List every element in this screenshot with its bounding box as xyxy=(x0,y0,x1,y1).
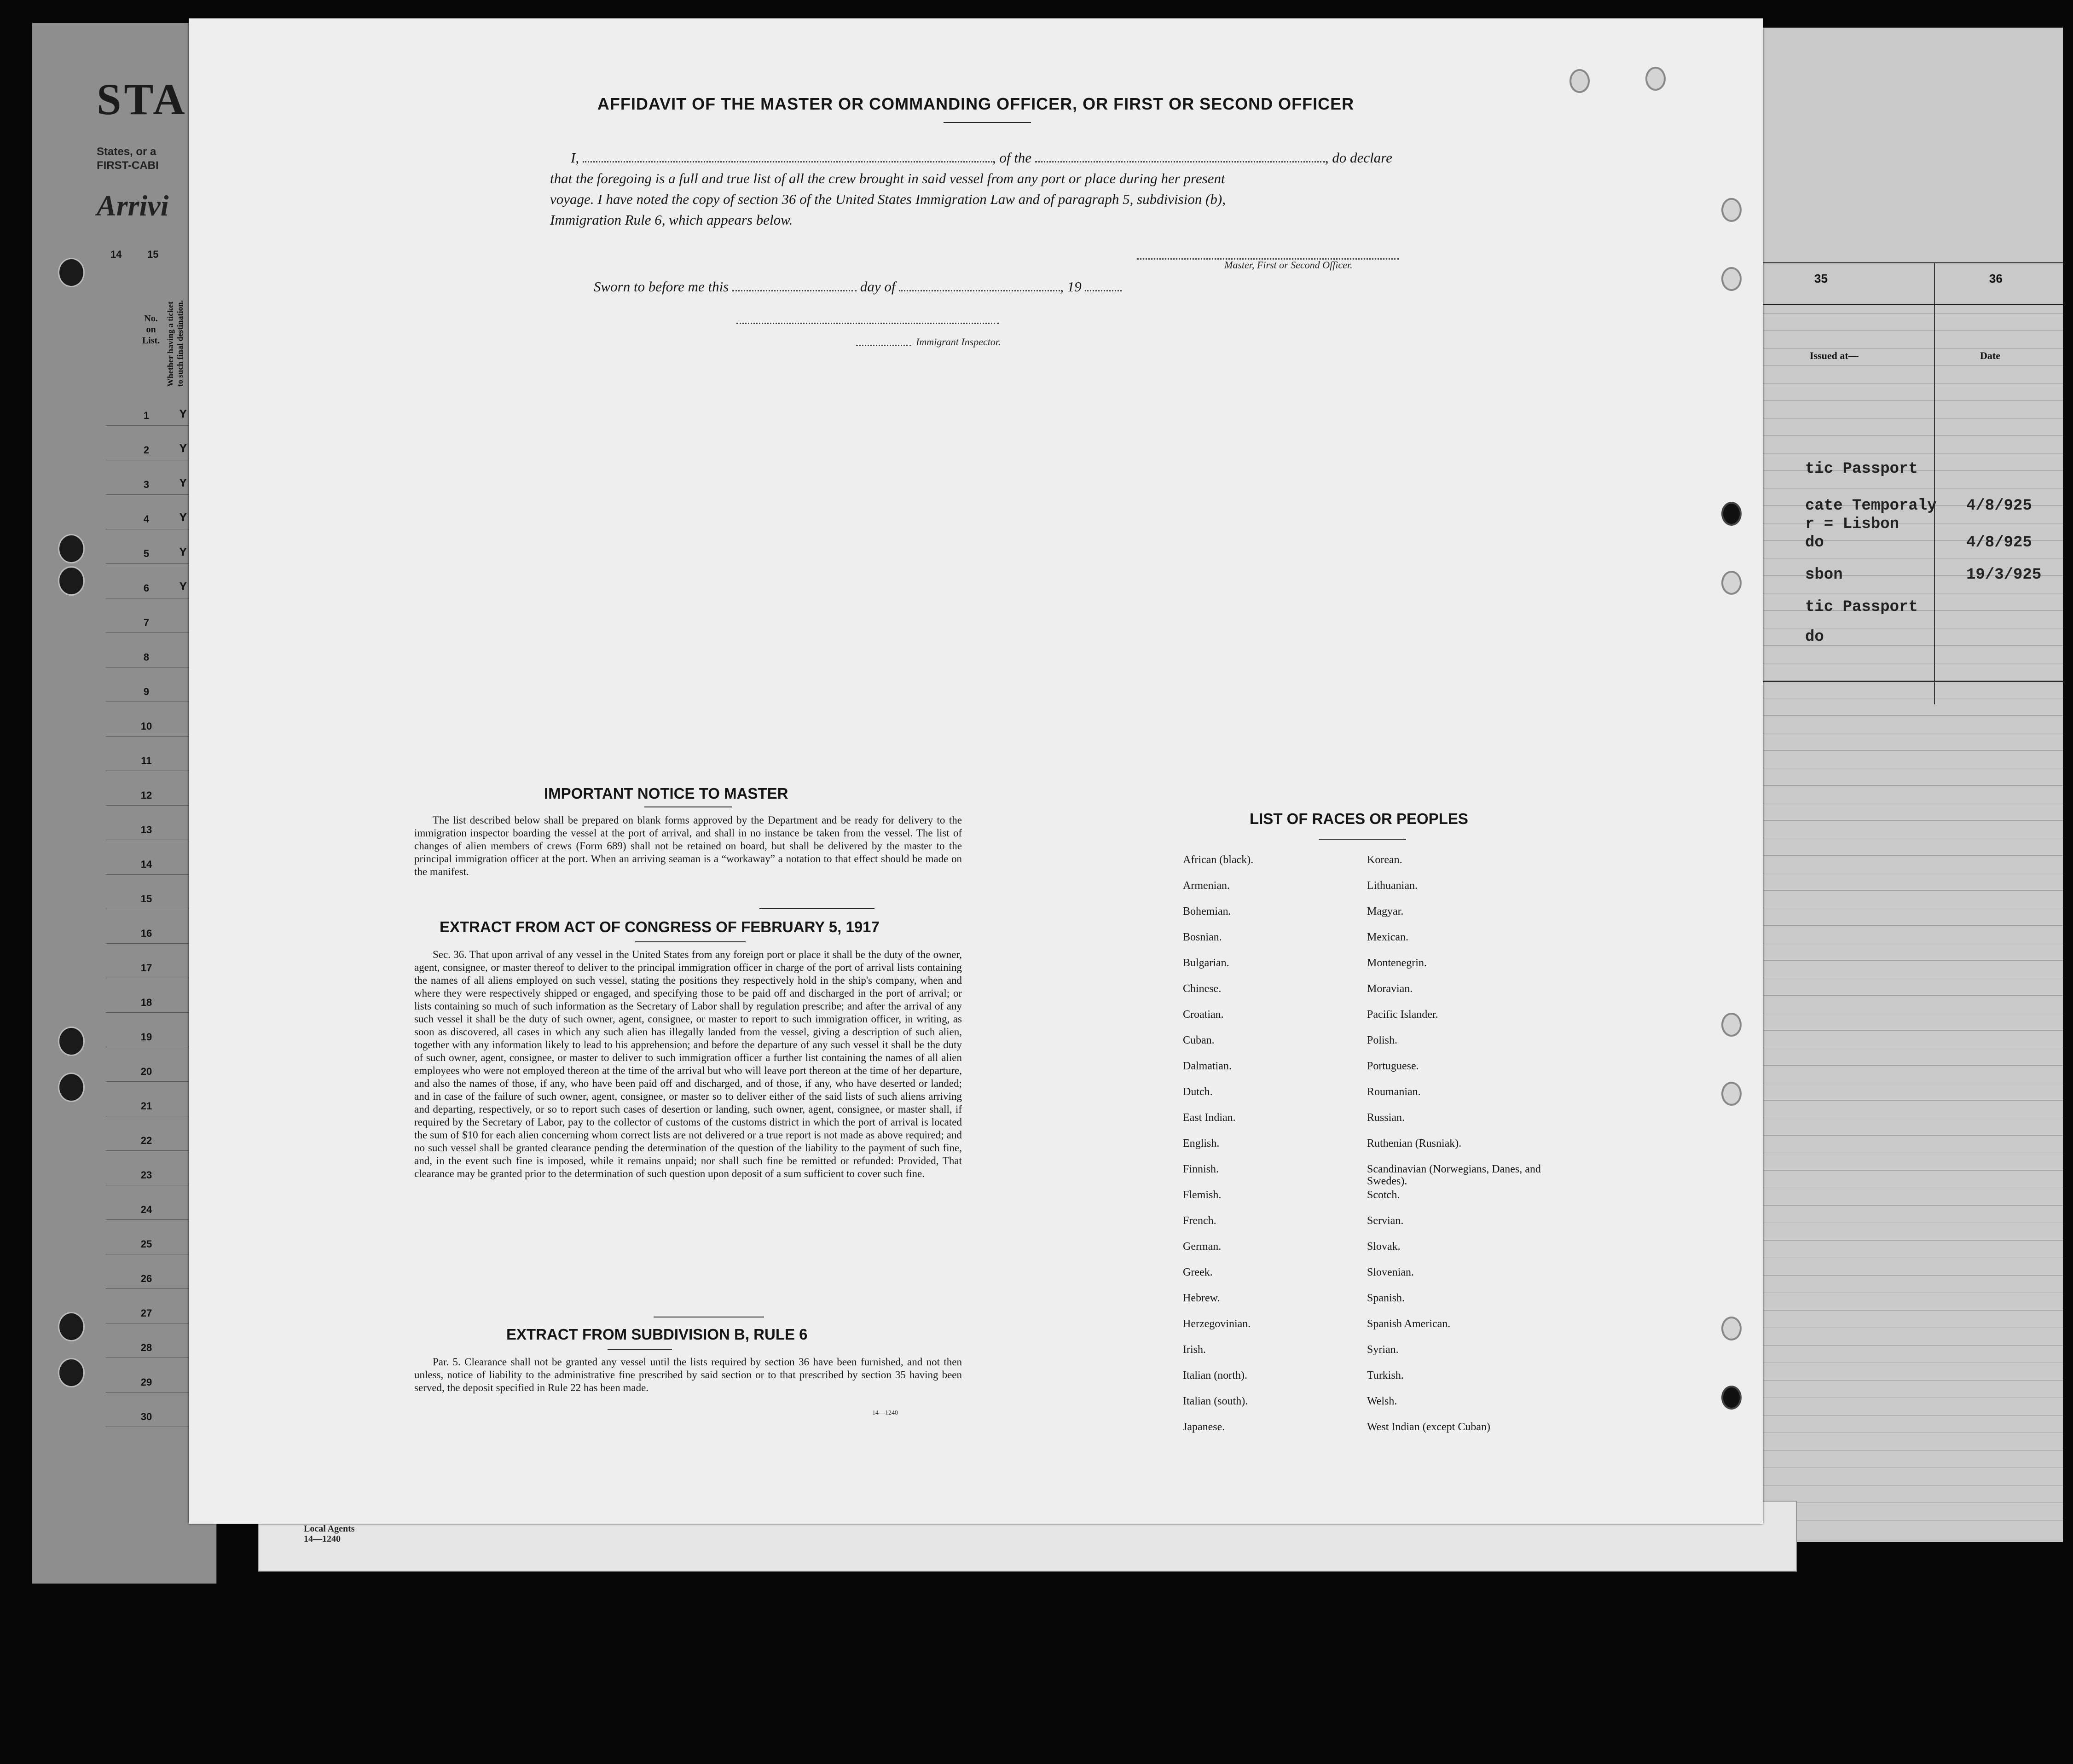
race-entry: Scandinavian (Norwegians, Danes, and Swedes). xyxy=(1367,1163,1541,1187)
race-entry: West Indian (except Cuban) xyxy=(1367,1421,1490,1433)
binder-hole xyxy=(1721,1317,1742,1340)
underlying-row-number: 12 xyxy=(140,789,152,801)
binder-hole xyxy=(1721,267,1742,291)
punch-hole xyxy=(58,1312,85,1341)
punch-hole xyxy=(58,1027,85,1056)
race-entry: Finnish. xyxy=(1183,1163,1219,1175)
underlying-right-grid-line xyxy=(1750,435,2063,436)
extract-rule-underline xyxy=(608,1349,672,1350)
race-entry: Armenian. xyxy=(1183,880,1230,892)
underlying-row-number: 25 xyxy=(140,1238,152,1250)
day-of-label: day of xyxy=(860,279,896,295)
underlying-right-grid-line xyxy=(1750,1310,2063,1311)
underlying-row-number: 23 xyxy=(140,1169,152,1181)
underlying-right-grid-line xyxy=(1750,1380,2063,1381)
underlying-right-grid-line xyxy=(1750,715,2063,716)
underlying-row-number: 8 xyxy=(143,651,150,663)
extract-act-text: Sec. 36. That upon arrival of any vessel in the United States from any foreign port or place it shall be the duty of the owner, agent, consignee, or master thereof to deliver to the principal immigration officer in charge of the port of arrival lists containing the names of all aliens employed on such vessel, stating the positions they respectively hold in the ship's company, when and where they were respectively shipped or engaged, and specifying those to be paid off and discharged in the port of arrival; or lists containing so much of such information as the Secretary of Labor shall by regulation prescribe; and after the arrival of any such vessel it shall be the duty of such owner, agent, consignee, or master to report to such immigration officer, in writing, as soon as discovered, all cases in which any such alien has illegally landed from the vessel, giving a description of such alien, together with any information likely to lead to his apprehension; and before the departure of any such vessel it shall be the duty of such owner, agent, consignee, or master to deliver to such immigration officer a further list containing the names of all alien employees who were not employed thereon at the time of the arrival but who will leave port thereon at the time of her departure, and also the names of those, if any, who have been paid off and discharged, and of those, if any, who have deserted or landed; and in case of the failure of such owner, agent, consignee, or master so to deliver either of the said lists of such aliens arriving and departing, respectively, or so to report such cases of desertion or landing, such owner, agent, consignee, or master shall, if required by the Secretary of Labor, pay to the collector of customs of the customs district in which the port of arrival is located the sum of $10 for each alien concerning whom correct lists are not delivered or a true report is not made as above required; and no such vessel shall be granted clearance pending the determination of the question of the liability to the payment of such fine, and, in the event such fine is imposed, while it remains unpaid; nor shall such fine be remitted or refunded: Provided, That clearance may be granted prior to the determination of such question upon deposit of a sum sufficient to cover such fine. xyxy=(414,949,962,1179)
races-left-column xyxy=(1183,854,1335,1447)
underlying-row-number: 24 xyxy=(140,1204,152,1215)
month-blank[interactable] xyxy=(899,290,1060,291)
declaration-line-4: Immigration Rule 6, which appears below. xyxy=(550,212,793,228)
race-entry: Chinese. xyxy=(1183,983,1222,995)
underlying-no-on-list: No. on List. xyxy=(142,313,160,346)
race-entry: Scotch. xyxy=(1367,1189,1400,1201)
underlying-issued-at-value: do xyxy=(1805,628,1824,646)
underlying-date-value: 4/8/925 xyxy=(1966,534,2032,551)
race-entry: Irish. xyxy=(1183,1344,1206,1356)
race-entry: Cuban. xyxy=(1183,1034,1215,1046)
race-entry: Greek. xyxy=(1183,1266,1213,1278)
binder-hole xyxy=(1721,1013,1742,1037)
race-entry: Pacific Islander. xyxy=(1367,1009,1438,1021)
local-agents-label xyxy=(304,1524,355,1544)
races-right-column xyxy=(1367,854,1542,1447)
underlying-y-mark: Y xyxy=(180,545,187,559)
underlying-right-grid-line xyxy=(1750,400,2063,401)
races-title: LIST OF RACES OR PEOPLES xyxy=(1250,810,1468,827)
underlying-row-number: 13 xyxy=(140,824,152,836)
underlying-right-grid-line xyxy=(1750,960,2063,961)
race-entry: Lithuanian. xyxy=(1367,880,1418,892)
underlying-right-grid-line xyxy=(1750,750,2063,751)
race-entry: Slovenian. xyxy=(1367,1266,1414,1278)
underlying-right-grid-line xyxy=(1750,890,2063,891)
underlying-row-number: 21 xyxy=(140,1100,152,1112)
inspector-signature-label: Immigrant Inspector. xyxy=(916,336,1001,348)
race-entry: Flemish. xyxy=(1183,1189,1222,1201)
underlying-y-mark: Y xyxy=(180,442,187,456)
race-entry: Roumanian. xyxy=(1367,1086,1421,1098)
underlying-right-grid-line xyxy=(1750,925,2063,926)
underlying-issued-at-value: do xyxy=(1805,534,1824,551)
race-entry: Polish. xyxy=(1367,1034,1398,1046)
underlying-row-number: 28 xyxy=(140,1342,152,1353)
race-entry: East Indian. xyxy=(1183,1112,1236,1124)
underlying-issued-at-value: tic Passport xyxy=(1805,598,1918,616)
race-entry: Italian (north). xyxy=(1183,1369,1247,1381)
underlying-row-number: 30 xyxy=(140,1411,152,1422)
local-agents-text: Local Agents xyxy=(304,1524,355,1534)
underlying-subtitle-line1: States, or a xyxy=(97,145,156,158)
underlying-col-15: 15 xyxy=(147,249,159,260)
underlying-row-number: 20 xyxy=(140,1066,152,1077)
punch-hole xyxy=(58,1358,85,1387)
underlying-right-grid-line xyxy=(1750,645,2063,646)
binder-hole xyxy=(1569,69,1590,93)
race-entry: Bohemian. xyxy=(1183,905,1231,917)
race-entry: Bosnian. xyxy=(1183,931,1222,943)
race-entry: Ruthenian (Rusniak). xyxy=(1367,1137,1462,1149)
race-entry: French. xyxy=(1183,1215,1216,1227)
vessel-blank[interactable] xyxy=(1035,161,1325,162)
underlying-date-value: 4/8/925 xyxy=(1966,497,2032,515)
declaration-line-1 xyxy=(571,150,1392,166)
underlying-right-grid-line xyxy=(1750,1275,2063,1276)
underlying-ticket-heading: Whether having a ticket to such final destination. xyxy=(166,300,185,387)
underlying-right-grid-line xyxy=(1750,855,2063,856)
underlying-issued-at-value: tic Passport xyxy=(1805,460,1918,478)
extract-act-title: EXTRACT FROM ACT OF CONGRESS OF FEBRUARY 5, 1917 xyxy=(440,918,880,935)
underlying-row-number: 4 xyxy=(143,513,150,525)
underlying-right-divider xyxy=(1934,262,1935,704)
race-entry: Spanish. xyxy=(1367,1292,1405,1304)
year-label: , 19 xyxy=(1060,279,1082,295)
underlying-right-grid-line xyxy=(1750,1030,2063,1031)
underlying-right-grid-line xyxy=(1750,1205,2063,1206)
race-entry: Portuguese. xyxy=(1367,1060,1419,1072)
title-underline xyxy=(944,122,1031,123)
underlying-y-mark: Y xyxy=(180,511,187,525)
underlying-issued-at-value: r = Lisbon xyxy=(1805,516,1899,533)
punch-hole xyxy=(58,1073,85,1102)
underlying-right-grid-line xyxy=(1750,680,2063,681)
inspector-signature-lead xyxy=(856,344,911,346)
notice-text: The list described below shall be prepared on blank forms approved by the Department and be ready for delivery to the immigration inspector boarding the vessel at the port of arrival, and shall in no instance be taken from the vessel. The list of changes of alien members of crews (Form 689) shall not be retained on board, but shall be delivered by the master to the principal immigration officer at the port. When an arriving seaman is a “workaway” a notation to that effect should be made on the manifest. xyxy=(414,814,962,877)
underlying-row-number: 11 xyxy=(141,755,152,766)
race-entry: Spanish American. xyxy=(1367,1318,1451,1330)
binder-hole xyxy=(1645,67,1666,91)
race-entry: Croatian. xyxy=(1183,1009,1224,1021)
binder-hole xyxy=(1721,1082,1742,1106)
day-blank[interactable] xyxy=(732,290,857,291)
underlying-row-number: 19 xyxy=(140,1031,152,1043)
race-entry: Italian (south). xyxy=(1183,1395,1248,1407)
race-entry: Montenegrin. xyxy=(1367,957,1427,969)
underlying-issued-at: Issued at— xyxy=(1810,350,1859,361)
underlying-subtitle xyxy=(97,145,159,173)
year-blank[interactable] xyxy=(1085,290,1122,291)
race-entry: Turkish. xyxy=(1367,1369,1404,1381)
name-blank[interactable] xyxy=(583,161,992,162)
underlying-right-head-rule xyxy=(1750,304,2063,305)
sworn-label: Sworn to before me this xyxy=(594,279,729,295)
race-entry: Magyar. xyxy=(1367,905,1404,917)
race-entry: Hebrew. xyxy=(1183,1292,1220,1304)
underlying-y-mark: Y xyxy=(180,407,187,421)
binder-hole xyxy=(1721,502,1742,526)
extract-rule-title: EXTRACT FROM SUBDIVISION B, RULE 6 xyxy=(506,1326,808,1343)
binder-hole xyxy=(1721,198,1742,222)
races-underline xyxy=(1319,839,1406,840)
underlying-right-grid-line xyxy=(1750,1345,2063,1346)
underlying-row-number: 1 xyxy=(143,410,150,421)
underlying-row-number: 14 xyxy=(140,859,152,870)
underlying-subtitle-line2: FIRST-CABI xyxy=(97,159,159,172)
race-entry: Korean. xyxy=(1367,854,1402,866)
race-entry: Bulgarian. xyxy=(1183,957,1229,969)
underlying-row-number: 27 xyxy=(140,1307,152,1319)
notice-rule xyxy=(759,908,874,909)
underlying-right-grid-line xyxy=(1750,1450,2063,1451)
underlying-issued-at-value: sbon xyxy=(1805,566,1843,584)
underlying-right-grid-line xyxy=(1750,1415,2063,1416)
underlying-right-grid-line xyxy=(1750,995,2063,996)
underlying-row-number: 16 xyxy=(140,928,152,939)
race-entry: Herzegovinian. xyxy=(1183,1318,1251,1330)
underlying-right-sheet xyxy=(1749,28,2063,1542)
race-entry: English. xyxy=(1183,1137,1220,1149)
underlying-date-value: 19/3/925 xyxy=(1966,566,2042,584)
affidavit-sheet xyxy=(189,18,1763,1524)
underlying-right-grid-line xyxy=(1750,820,2063,821)
underlying-y-mark: Y xyxy=(180,580,187,594)
underlying-row-number: 2 xyxy=(143,444,150,456)
race-entry: Welsh. xyxy=(1367,1395,1397,1407)
race-entry: Dalmatian. xyxy=(1183,1060,1232,1072)
affidavit-title: AFFIDAVIT OF THE MASTER OR COMMANDING OFFICER, OR FIRST OR SECOND OFFICER xyxy=(597,94,1355,113)
underlying-row-number: 5 xyxy=(143,548,150,559)
race-entry: Slovak. xyxy=(1367,1241,1401,1253)
underlying-title-fragment: STA xyxy=(97,75,188,124)
underlying-row-number: 18 xyxy=(140,997,152,1008)
punch-hole xyxy=(58,258,85,287)
binder-hole xyxy=(1721,571,1742,595)
race-entry: Dutch. xyxy=(1183,1086,1213,1098)
underlying-row-number: 3 xyxy=(143,479,150,490)
race-entry: Syrian. xyxy=(1367,1344,1399,1356)
underlying-right-grid-line xyxy=(1750,1135,2063,1136)
declaration-line-3: voyage. I have noted the copy of section 36 of the United States Immigration Law and of paragraph 5, subdivision (b), xyxy=(550,191,1226,207)
declaration-line-2: that the foregoing is a full and true list of all the crew brought in said vessel from any port or place during her present xyxy=(550,170,1225,186)
underlying-col-36: 36 xyxy=(1989,272,2003,285)
underlying-right-grid-line xyxy=(1750,1240,2063,1241)
underlying-row-number: 26 xyxy=(140,1273,152,1284)
extract-rule-form-code: 14—1240 xyxy=(872,1410,898,1416)
race-entry: Mexican. xyxy=(1367,931,1408,943)
underlying-row-number: 7 xyxy=(143,617,150,628)
underlying-issued-at-value: cate Temporaly xyxy=(1805,497,1937,515)
underlying-arrival-fragment: Arrivi xyxy=(97,189,169,222)
inspector-signature-line[interactable] xyxy=(736,322,999,324)
underlying-row-number: 29 xyxy=(140,1376,152,1388)
underlying-date-head: Date xyxy=(1980,350,2000,361)
underlying-row-number: 17 xyxy=(140,962,152,974)
underlying-right-grid-line xyxy=(1750,785,2063,786)
underlying-right-top-rule xyxy=(1750,262,2063,263)
i-label: I, xyxy=(571,150,579,166)
punch-hole xyxy=(58,534,85,563)
extract-act-underline xyxy=(635,941,746,942)
notice-title: IMPORTANT NOTICE TO MASTER xyxy=(544,785,788,802)
race-entry: Moravian. xyxy=(1367,983,1413,995)
master-signature-label: Master, First or Second Officer. xyxy=(1224,259,1353,271)
do-declare-label: , do declare xyxy=(1325,150,1392,166)
underlying-row-number: 15 xyxy=(140,893,152,905)
punch-hole xyxy=(58,566,85,596)
race-entry: African (black). xyxy=(1183,854,1254,866)
underlying-y-mark: Y xyxy=(180,476,187,490)
underlying-right-grid-line xyxy=(1750,1170,2063,1171)
underlying-row-number: 22 xyxy=(140,1135,152,1146)
underlying-row-number: 9 xyxy=(143,686,150,697)
local-agents-code: 14—1240 xyxy=(304,1534,341,1544)
underlying-row-number: 10 xyxy=(140,720,152,732)
underlying-right-grid-line xyxy=(1750,1100,2063,1101)
binder-hole xyxy=(1721,1386,1742,1410)
extract-rule-text: Par. 5. Clearance shall not be granted any vessel until the lists required by section 36 have been furnished, and not then unless, notice of liability to the administrative fine prescribed by said section or to that prescribed by section 35 having been served, the deposit specified in Rule 22 has been made. xyxy=(414,1356,962,1393)
underlying-right-grid-line xyxy=(1750,1065,2063,1066)
underlying-right-bottom-rule xyxy=(1750,681,2063,682)
race-entry: Russian. xyxy=(1367,1112,1405,1124)
race-entry: Servian. xyxy=(1367,1215,1404,1227)
underlying-col-14: 14 xyxy=(110,249,122,260)
underlying-row-number: 6 xyxy=(143,582,150,594)
of-the-label: , of the xyxy=(992,150,1032,166)
race-entry: German. xyxy=(1183,1241,1222,1253)
race-entry: Japanese. xyxy=(1183,1421,1225,1433)
sworn-line xyxy=(594,279,1122,295)
underlying-col-35: 35 xyxy=(1814,272,1828,285)
